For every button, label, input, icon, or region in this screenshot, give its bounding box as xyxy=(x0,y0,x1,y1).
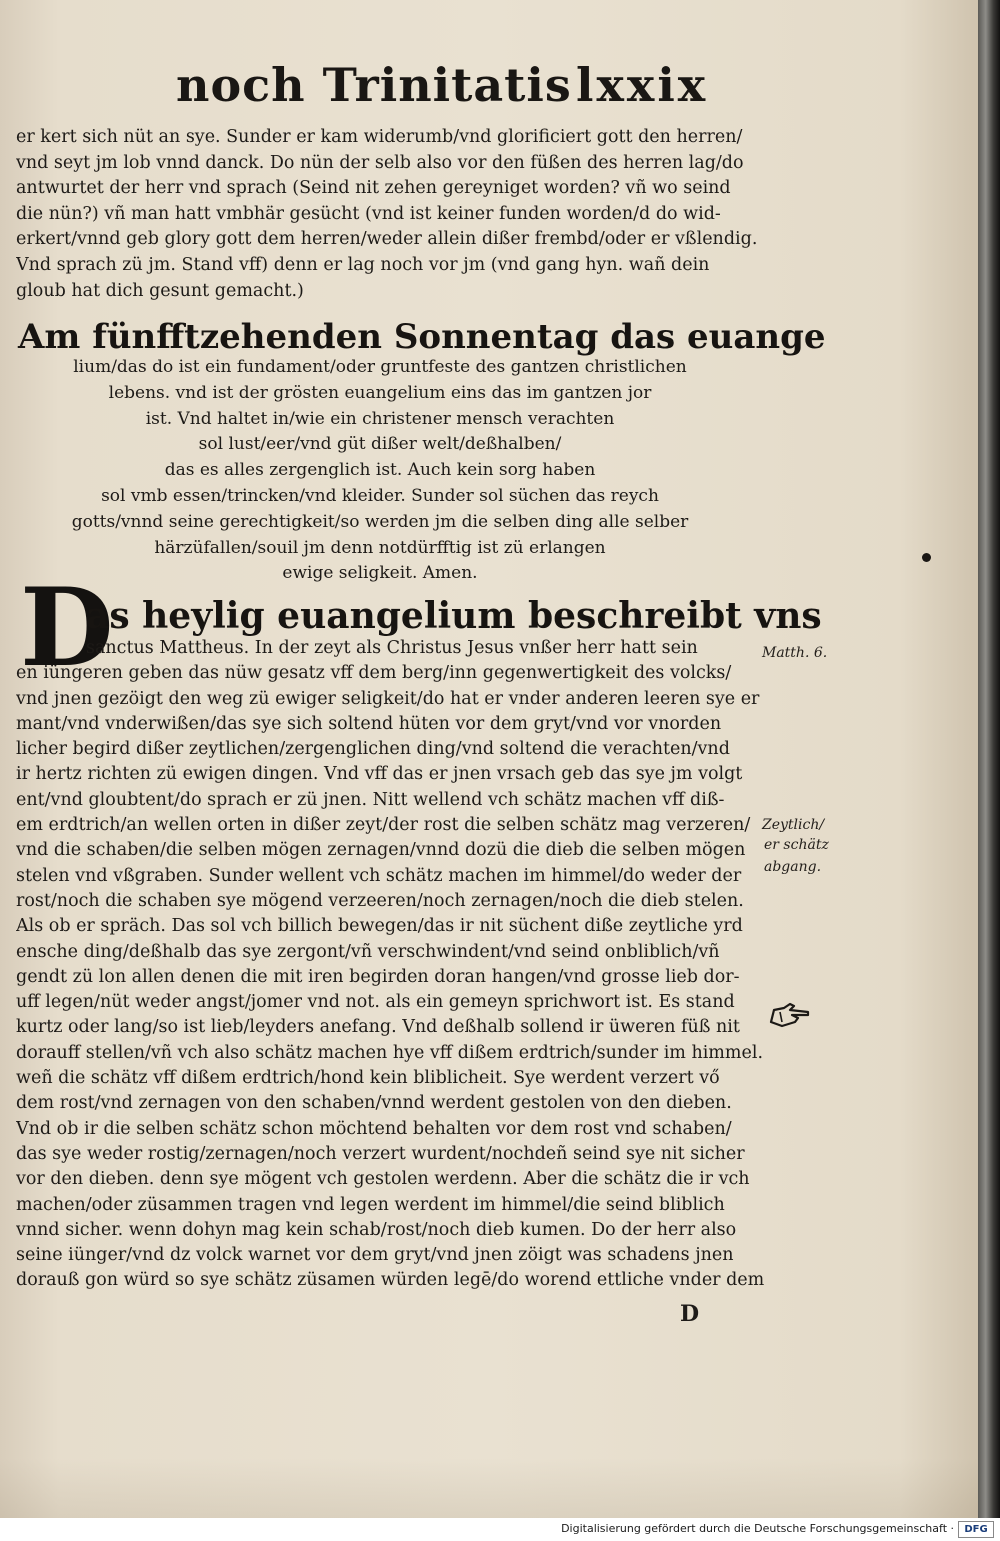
text-line: antwurtet der herr vnd sprach (Seind nit zehen gereyniget worden? vñ wo seind xyxy=(16,178,731,199)
body-line: gendt zü lon allen denen die mit iren begirden doran hangen/vnd grosse lieb dor- xyxy=(16,966,740,987)
body-line: seine iünger/vnd dz volck warnet vor dem gryt/vnd jnen zöigt was schadens jnen xyxy=(16,1245,734,1266)
body-line: vnd die schaben/die selben mögen zernagen/vnnd dozü die dieb die selben mögen xyxy=(16,840,746,861)
body-line: mant/vnd vnderwißen/das sye sich soltend hüten vor dem gryt/vnd vor vnorden xyxy=(16,713,722,734)
summary-line: sol lust/eer/vnd güt dißer welt/deßhalben/ xyxy=(198,434,562,455)
running-head xyxy=(176,55,736,115)
body-line: sanctus Mattheus. In der zeyt als Christus Jesus vnßer herr hatt sein xyxy=(86,638,698,658)
marginal-note-line: Zeytlich/ xyxy=(762,817,825,833)
summary-line: härzüfallen/souil jm denn notdürfftig ist zü erlangen xyxy=(154,537,606,558)
summary-line: ewige seligkeit. Amen. xyxy=(282,563,478,584)
summary-line: lebens. vnd ist der grösten euangelium eins das im gantzen jor xyxy=(108,382,652,403)
text-line: Vnd sprach zü jm. Stand vff) denn er lag noch vor jm (vnd gang hyn. wañ dein xyxy=(16,254,710,275)
body-line: machen/oder züsammen tragen vnd legen werdent im himmel/die seind bliblich xyxy=(16,1194,725,1215)
text-line: gloub hat dich gesunt gemacht.) xyxy=(16,280,304,301)
text-line: die nün?) vñ man hatt vmbhär gesücht (vnd ist keiner funden worden/d do wid- xyxy=(16,203,721,224)
text-line: erkert/vnnd geb glory gott dem herren/weder allein dißer frembd/oder er vßlendig. xyxy=(16,229,758,250)
main-body-text xyxy=(16,636,768,1294)
body-line: vnnd sicher. wenn dohyn mag kein schab/rost/noch dieb kumen. Do der herr also xyxy=(16,1219,737,1240)
body-line: uff legen/nüt weder angst/jomer vnd not. als ein gemeyn sprichwort ist. Es stand xyxy=(16,992,735,1013)
body-line: ir hertz richten zü ewigen dingen. Vnd vff das er jnen vrsach geb das sye jm volgt xyxy=(16,764,743,785)
pointing-hand-icon xyxy=(768,1000,812,1030)
body-line: Als ob er spräch. Das sol vch billich bewegen/das ir nit süchent diße zeytliche yrd xyxy=(16,916,743,937)
body-line: weñ die schätz vff dißem erdtrich/hond kein bliblicheit. Sye werdent verzert vő xyxy=(16,1068,720,1089)
body-line: dorauß gon würd so sye schätz züsamen würden legē/do worend ettliche vnder dem xyxy=(16,1270,765,1291)
preceding-gospel-text xyxy=(16,125,764,304)
opening-line: as heylig euangelium beschreibt vns xyxy=(86,595,822,637)
folio-number: lxxix xyxy=(576,58,709,112)
body-line: rost/noch die schaben sye mögend verzeeren/noch zernagen/noch die dieb stelen. xyxy=(16,890,744,911)
body-line: kurtz oder lang/so ist lieb/leyders anefang. Vnd deßhalb sollend ir üweren füß nit xyxy=(16,1017,740,1038)
summary-line: lium/das do ist ein fundament/oder gruntfeste des gantzen christlichen xyxy=(73,357,687,377)
catchword: D xyxy=(680,1301,700,1327)
summary-line: das es alles zergenglich ist. Auch kein sorg haben xyxy=(164,460,596,481)
body-line: ensche ding/deßhalb das sye zergont/vñ verschwindent/vnd seind onbliblich/vñ xyxy=(16,941,720,962)
funding-credit: Digitalisierung gefördert durch die Deutsche Forschungsgemeinschaft · xyxy=(561,1522,954,1535)
summary-line: ist. Vnd haltet in/wie ein christener mensch verachten xyxy=(145,408,615,429)
summary-line: gotts/vnnd seine gerechtigkeit/so werden jm die selben ding alle selber xyxy=(71,511,689,532)
section-summary xyxy=(30,355,730,587)
body-line: vnd jnen gezöigt den weg zü ewiger seligkeit/do hat er vnder anderen leeren sye er xyxy=(16,688,760,709)
body-line: dorauff stellen/vñ vch also schätz machen hye vff dißem erdtrich/sunder im himmel. xyxy=(16,1042,764,1063)
body-line: vor den dieben. denn sye mögent vch gestolen werdenn. Aber die schätz die ir vch xyxy=(16,1169,750,1190)
page-edge xyxy=(978,0,1000,1518)
drop-cap: D xyxy=(20,565,114,691)
body-line: Vnd ob ir die selben schätz schon möchtend behalten vor dem rost vnd schaben/ xyxy=(16,1118,732,1139)
body-line: stelen vnd vßgraben. Sunder wellent vch schätz machen im himmel/do weder der xyxy=(16,865,742,886)
dfg-logo: DFG xyxy=(958,1521,994,1538)
section-heading: Am fünfftzehenden Sonnentag das euange xyxy=(18,317,826,357)
running-head-title: noch Trinitatis xyxy=(176,58,572,112)
body-line: das sye weder rostig/zernagen/noch verzert wurdent/nochdeñ seind sye nit sicher xyxy=(16,1143,745,1164)
footer-bar xyxy=(0,1518,1000,1541)
marginal-reference: Matth. 6. xyxy=(762,645,828,661)
marginal-note-line: abgang. xyxy=(764,859,822,875)
body-line: en iüngeren geben das nüw gesatz vff dem berg/inn gegenwertigkeit des volcks/ xyxy=(16,663,732,684)
body-line: licher begird dißer zeytlichen/zergenglichen ding/vnd soltend die verachten/vnd xyxy=(16,739,730,760)
marginal-note-line: er schätz xyxy=(764,837,829,853)
summary-line: sol vmb essen/trincken/vnd kleider. Sunder sol süchen das reych xyxy=(101,485,659,506)
text-line: vnd seyt jm lob vnnd danck. Do nün der selb also vor den füßen des herren lag/do xyxy=(16,152,744,173)
body-line: dem rost/vnd zernagen von den schaben/vnnd werdent gestolen von den dieben. xyxy=(16,1093,732,1114)
body-line: em erdtrich/an wellen orten in dißer zeyt/der rost die selben schätz mag verzeren/ xyxy=(16,815,751,836)
text-line: er kert sich nüt an sye. Sunder er kam widerumb/vnd glorificiert gott den herren/ xyxy=(16,127,743,147)
ink-dot xyxy=(922,553,931,562)
body-line: ent/vnd gloubtent/do sprach er zü jnen. Nitt wellend vch schätz machen vff diß- xyxy=(16,789,725,810)
